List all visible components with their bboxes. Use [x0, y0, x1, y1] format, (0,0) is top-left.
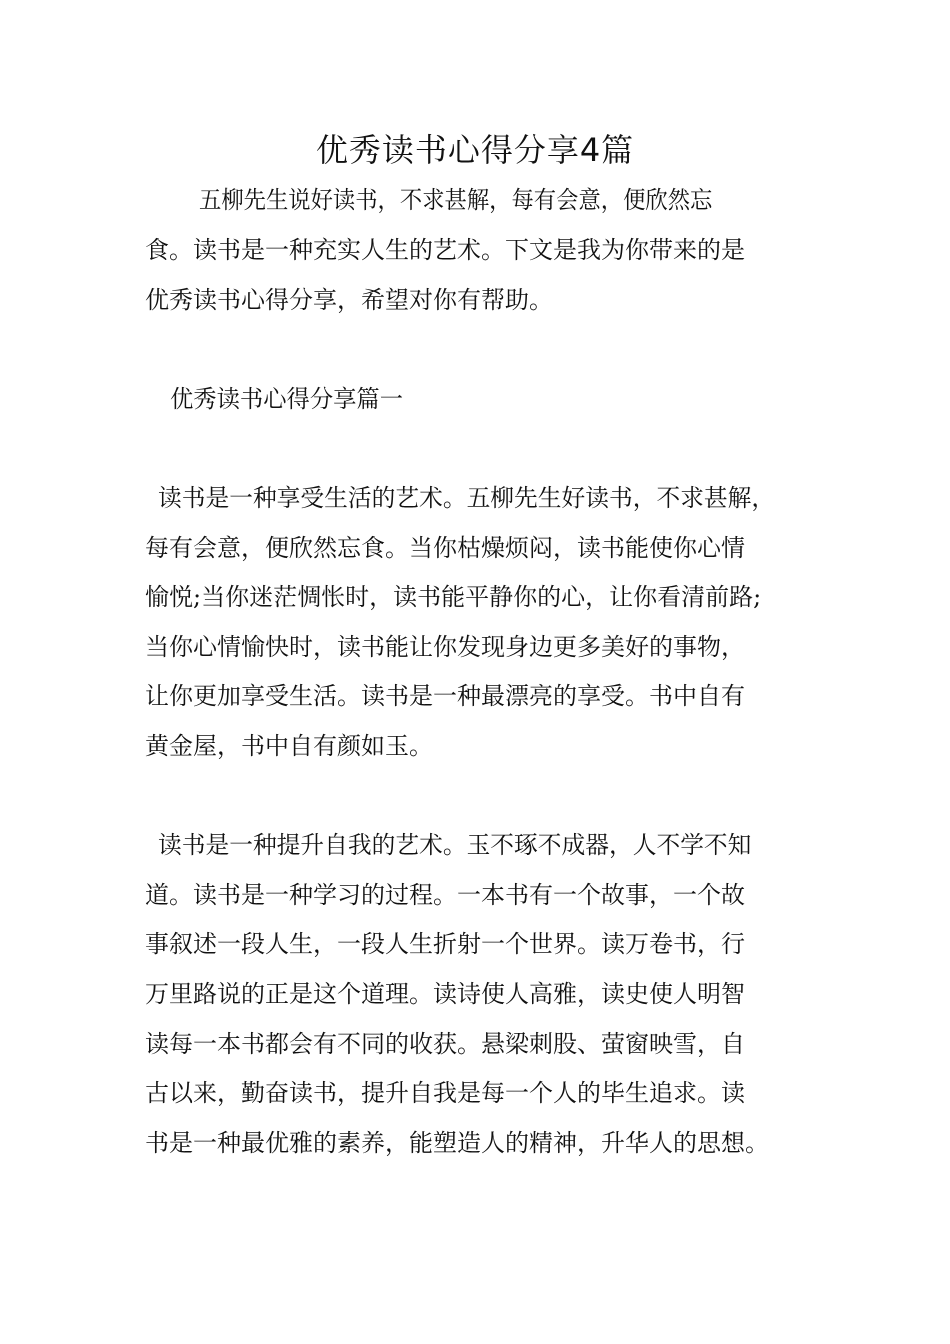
paragraph1-line: 每有会意，便欣然忘食。当你枯燥烦闷，读书能使你心情: [145, 534, 745, 562]
paragraph1-line: 读书是一种享受生活的艺术。五柳先生好读书，不求甚解，: [158, 484, 776, 512]
paragraph2-line: 书是一种最优雅的素养，能塑造人的精神，升华人的思想。: [145, 1129, 769, 1157]
paragraph2-line: 道。读书是一种学习的过程。一本书有一个故事，一个故: [145, 881, 745, 909]
paragraph1-line: 黄金屋，书中自有颜如玉。: [145, 732, 433, 760]
paragraph1-line: 让你更加享受生活。读书是一种最漂亮的享受。书中自有: [145, 682, 745, 710]
intro-line: 优秀读书心得分享，希望对你有帮助。: [145, 286, 553, 314]
paragraph2-line: 读书是一种提升自我的艺术。玉不琢不成器，人不学不知: [158, 831, 752, 859]
section-heading: 优秀读书心得分享篇一: [170, 385, 404, 413]
intro-line: 五柳先生说好读书，不求甚解，每有会意，便欣然忘: [199, 186, 713, 214]
paragraph1-line: 当你心情愉快时，读书能让你发现身边更多美好的事物，: [145, 633, 745, 661]
paragraph2-line: 事叙述一段人生，一段人生折射一个世界。读万卷书，行: [145, 930, 745, 958]
paragraph2-line: 万里路说的正是这个道理。读诗使人高雅，读史使人明智: [145, 980, 745, 1008]
intro-line: 食。读书是一种充实人生的艺术。下文是我为你带来的是: [145, 236, 745, 264]
paragraph2-line: 读每一本书都会有不同的收获。悬梁刺股、萤窗映雪，自: [145, 1030, 745, 1058]
paragraph2-line: 古以来，勤奋读书，提升自我是每一个人的毕生追求。读: [145, 1079, 745, 1107]
paragraph1-line: 愉悦;当你迷茫惆怅时，读书能平静你的心，让你看清前路;: [145, 583, 762, 611]
document-title: 优秀读书心得分享4篇: [315, 131, 635, 169]
